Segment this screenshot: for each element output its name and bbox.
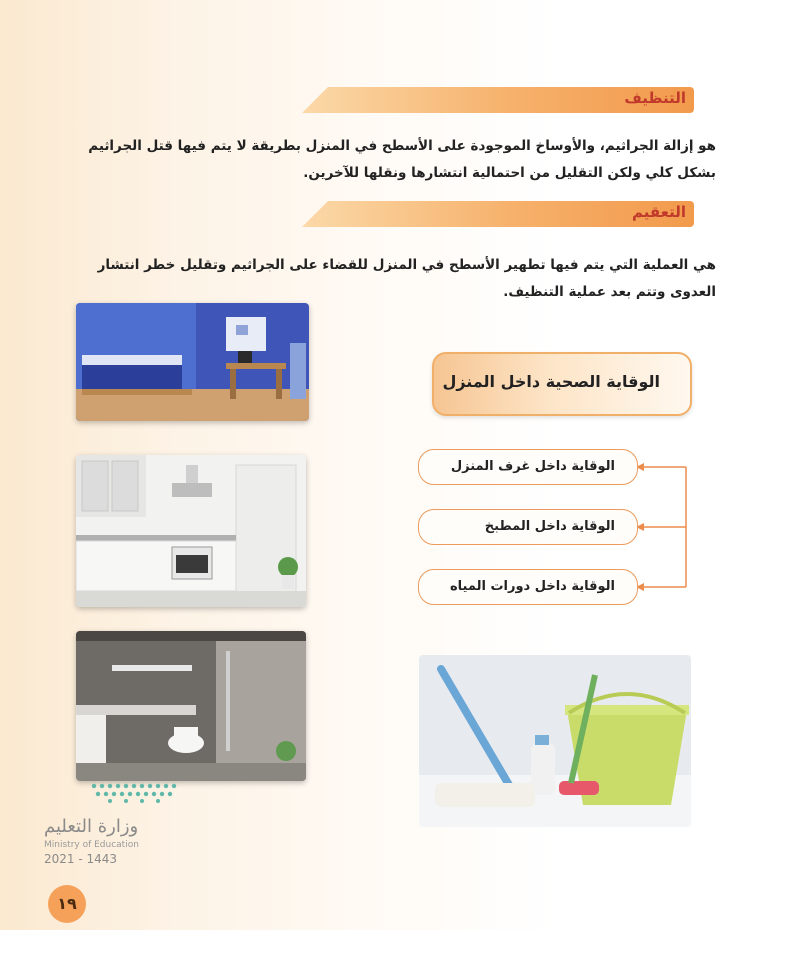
ministry-name-en: Ministry of Education	[44, 840, 139, 850]
cleaning-supplies-photo	[419, 655, 691, 827]
cleaning-heading-ribbon	[302, 87, 694, 113]
cleaning-heading: التنظيف	[624, 89, 686, 107]
diagram-item-label: الوقاية داخل غرف المنزل	[450, 459, 615, 474]
diagram-item-rooms	[418, 449, 638, 485]
bathroom-photo	[76, 631, 306, 781]
diagram-main-box	[432, 352, 692, 416]
disinfection-line-2: العدوى وتتم بعد عملية التنظيف.	[503, 284, 716, 300]
cleaning-line-2: بشكل كلي ولكن التقليل من احتمالية انتشارها ونقلها للآخرين.	[303, 165, 716, 181]
disinfection-heading: التعقيم	[631, 203, 686, 221]
diagram-item-label: الوقاية داخل دورات المياه	[450, 579, 615, 594]
ministry-name-ar: وزارة التعليم	[44, 816, 139, 837]
cleaning-paragraph	[66, 133, 716, 187]
disinfection-heading-ribbon	[302, 201, 694, 227]
bedroom-photo	[76, 303, 309, 421]
diagram-item-bathrooms	[418, 569, 638, 605]
ministry-logo-dots	[90, 780, 182, 804]
kitchen-photo	[76, 455, 306, 607]
diagram-connector-lines	[636, 455, 696, 595]
diagram-item-kitchen	[418, 509, 638, 545]
disinfection-paragraph	[66, 252, 716, 306]
ministry-year: 2021 - 1443	[44, 852, 118, 866]
diagram-item-label: الوقاية داخل المطبخ	[484, 519, 615, 534]
page-number: ١٩	[48, 885, 86, 923]
disinfection-line-1: هي العملية التي يتم فيها تطهير الأسطح في المنزل للقضاء على الجراثيم وتقليل خطر انتشار	[97, 257, 716, 273]
page-bottom-margin	[0, 930, 800, 975]
cleaning-line-1: هو إزالة الجراثيم، والأوساخ الموجودة على الأسطح في المنزل بطريقة لا يتم فيها قتل الجراثيم	[88, 138, 716, 154]
diagram-main-label: الوقاية الصحية داخل المنزل	[442, 372, 660, 391]
